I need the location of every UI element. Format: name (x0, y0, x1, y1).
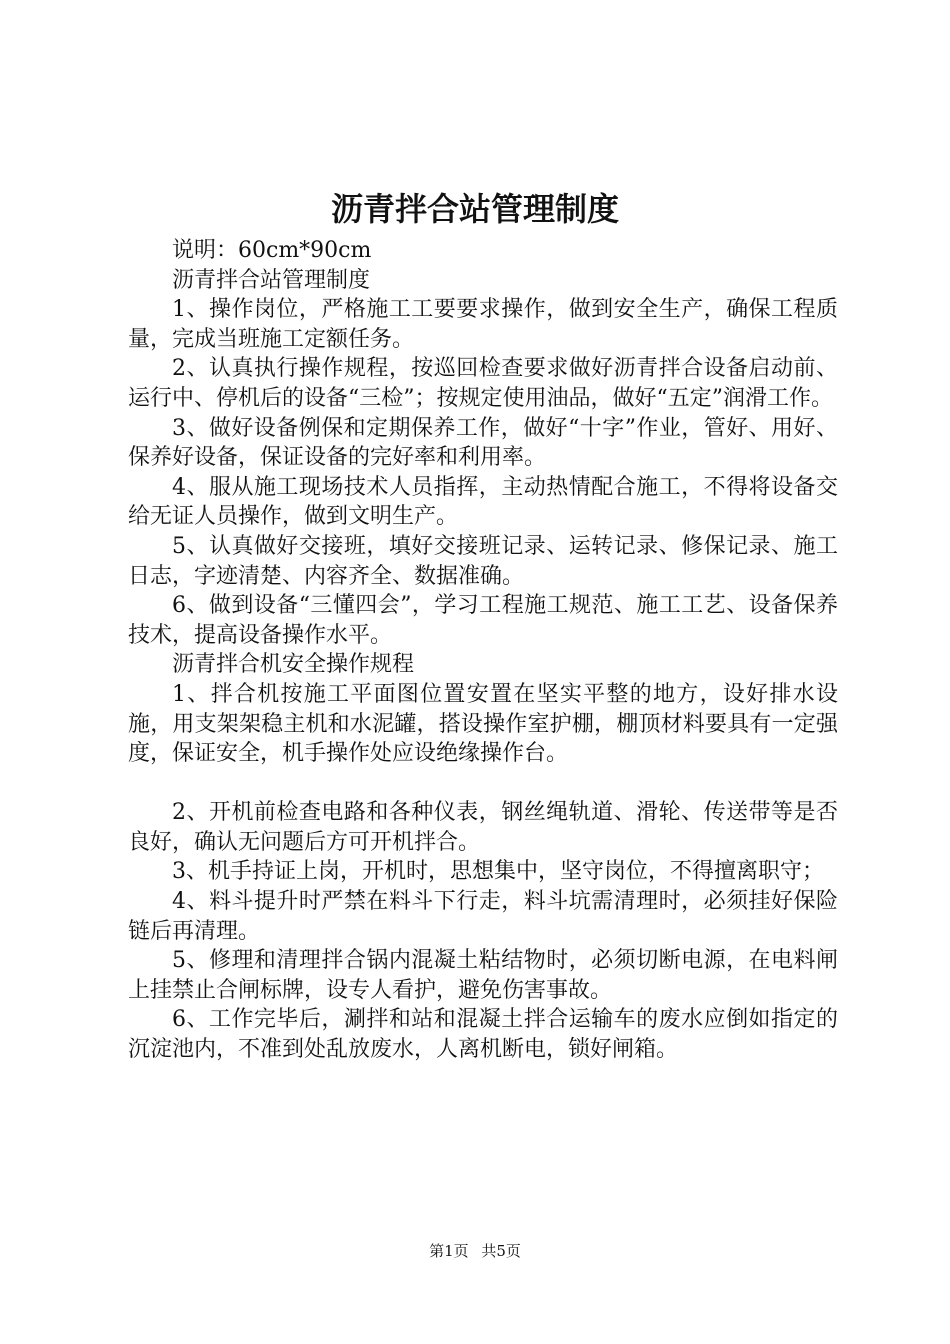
paragraph: 3、机手持证上岗，开机时，思想集中，坚守岗位，不得擅离职守； (172, 859, 824, 885)
document-title: 沥青拌合站管理制度 (330, 190, 619, 228)
paragraph: 5、修理和清理拌合锅内混凝土粘结物时，必须切断电源，在电料闸上挂禁止合闸标牌，设专人看护，避免伤害事故。 (128, 948, 838, 1003)
paragraph: 6、工作完毕后，涮拌和站和混凝土拌合运输车的废水应倒如指定的沉淀池内，不准到处乱放废水，人离机断电，锁好闸箱。 (128, 1007, 838, 1063)
section-heading-management: 沥青拌合站管理制度 (172, 267, 371, 293)
paragraph: 5、认真做好交接班，填好交接班记录、运转记录、修保记录、施工日志，字迹清楚、内容齐全、数据准确。 (128, 533, 838, 589)
paragraph: 4、服从施工现场技术人员指挥，主动热情配合施工，不得将设备交给无证人员操作，做到文明生产。 (128, 474, 838, 530)
section-heading-safety: 沥青拌合机安全操作规程 (172, 652, 415, 678)
paragraph: 3、做好设备例保和定期保养工作，做好“十字”作业，管好、用好、保养好设备，保证设备的完好率和利用率。 (128, 415, 838, 471)
paragraph: 6、做到设备“三懂四会”，学习工程施工规范、施工工艺、设备保养技术，提高设备操作水平。 (128, 593, 838, 648)
document-body (128, 236, 838, 1065)
page-footer (0, 1240, 950, 1262)
paragraph-note: 说明：60cm*90cm (172, 238, 372, 263)
paragraph: 1、操作岗位，严格施工工要要求操作，做到安全生产，确保工程质量，完成当班施工定额任务。 (128, 297, 838, 352)
paragraph: 2、开机前检查电路和各种仪表，钢丝绳轨道、滑轮、传送带等是否良好，确认无问题后方可开机拌合。 (128, 800, 838, 855)
paragraph: 4、料斗提升时严禁在料斗下行走，料斗坑需清理时，必须挂好保险链后再清理。 (128, 889, 838, 944)
paragraph: 1、拌合机按施工平面图位置安置在坚实平整的地方，设好排水设施，用支架架稳主机和水泥罐，搭设操作室护棚，棚顶材料要具有一定强度，保证安全，机手操作处应设绝缘操作台。 (128, 681, 838, 767)
page-number: 第1页 (429, 1242, 469, 1260)
page-total: 共5页 (481, 1242, 521, 1260)
paragraph: 2、认真执行操作规程，按巡回检查要求做好沥青拌合设备启动前、运行中、停机后的设备“三检”；按规定使用油品，做好“五定”润滑工作。 (128, 356, 838, 411)
